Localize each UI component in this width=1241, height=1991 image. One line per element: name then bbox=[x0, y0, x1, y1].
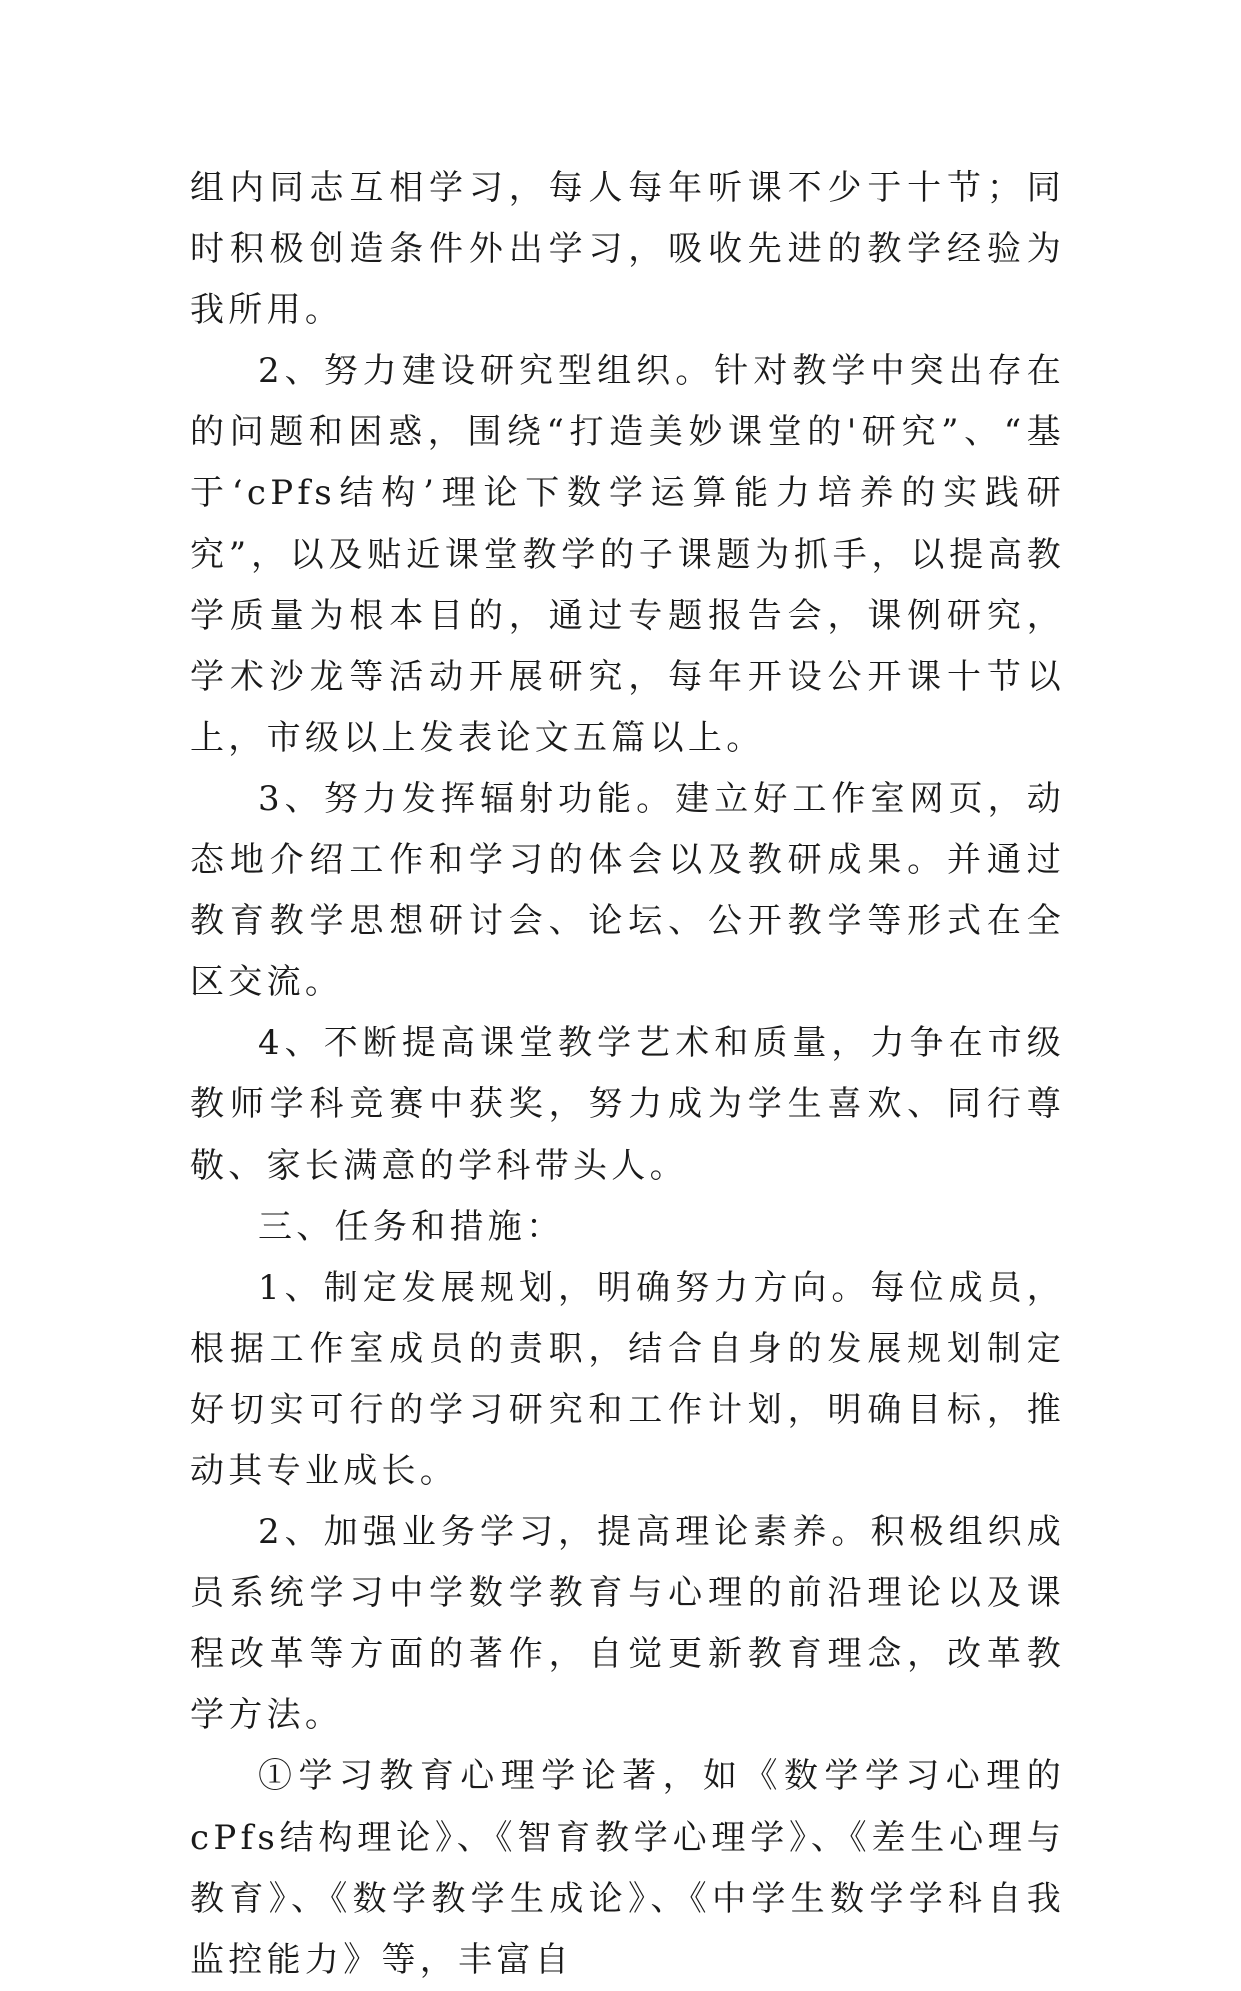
paragraph-item-4-teaching-art: 4、不断提高课堂教学艺术和质量，力争在市级教师学科竞赛中获奖，努力成为学生喜欢、同行尊敬、家长满意的学科带头人。 bbox=[190, 1023, 1065, 1186]
paragraph-continuation: 组内同志互相学习，每人每年听课不少于十节；同时积极创造条件外出学习，吸收先进的教学经验为我所用。 bbox=[190, 168, 1065, 331]
paragraph-subitem-1-readings: ①学习教育心理学论著，如《数学学习心理的cPfs结构理论》、《智育教学心理学》、《差生心理与教育》、《数学教学生成论》、《中学生数学学科自我监控能力》等，丰富自 bbox=[190, 1756, 1065, 1980]
paragraph-item-2-research: 2、努力建设研究型组织。针对教学中突出存在的问题和困惑，围绕“打造美妙课堂的'研究”、“基于‘cPfs结构’理论下数学运算能力培养的实践研究”，以及贴近课堂教学的子课题为抓手，以提高教学质量为根本目的，通过专题报告会，课例研究，学术沙龙等活动开展研究，每年开设公开课十节以上，市级以上发表论文五篇以上。 bbox=[190, 351, 1065, 758]
paragraph-item-3-radiation: 3、努力发挥辐射功能。建立好工作室网页，动态地介绍工作和学习的体会以及教研成果。并通过教育教学思想研讨会、论坛、公开教学等形式在全区交流。 bbox=[190, 778, 1065, 1003]
document-body bbox=[190, 158, 1065, 1991]
paragraph-task-2-study: 2、加强业务学习，提高理论素养。积极组织成员系统学习中学数学教育与心理的前沿理论以及课程改革等方面的著作，自觉更新教育理念，改革教学方法。 bbox=[190, 1512, 1065, 1736]
section-heading-tasks: 三、任务和措施： bbox=[258, 1206, 565, 1247]
paragraph-task-1-plan: 1、制定发展规划，明确努力方向。每位成员，根据工作室成员的责职，结合自身的发展规划制定好切实可行的学习研究和工作计划，明确目标，推动其专业成长。 bbox=[190, 1267, 1065, 1491]
